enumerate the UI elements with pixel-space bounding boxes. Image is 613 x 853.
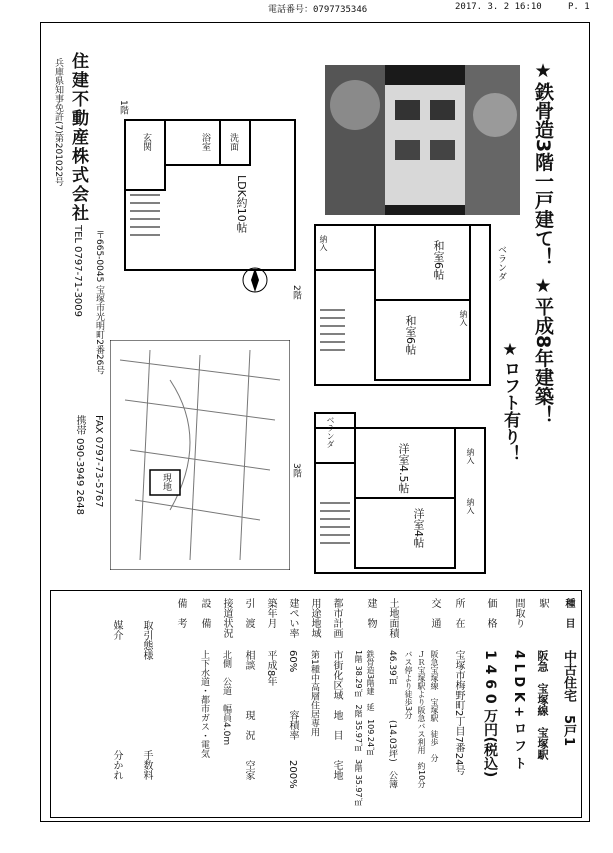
company-mobile: 携帯 090-3949 2648 bbox=[74, 415, 85, 515]
room-2f-closet-1: 納入 bbox=[459, 310, 468, 326]
map-site-label: 現地 bbox=[161, 473, 171, 491]
fax-header bbox=[0, 2, 613, 16]
station-label: 駅 bbox=[537, 598, 548, 608]
traffic-line-1: 阪急宝塚線 宝塚駅 徒歩 分 bbox=[430, 650, 439, 762]
land-area: 46.39㎡ bbox=[387, 650, 397, 685]
property-details-table bbox=[50, 590, 582, 818]
traffic-line-2: ＪＲ宝塚駅より阪急バス利用 約10分 bbox=[417, 650, 426, 789]
layout-value: 4 L D K + ロ フ ト bbox=[511, 650, 526, 770]
building-photo-image bbox=[325, 65, 520, 215]
built-value: 平成8年 bbox=[265, 650, 276, 687]
room-bath: 浴室 bbox=[200, 133, 210, 151]
traffic-line-3: バス停より徒歩3分 bbox=[404, 650, 413, 720]
mediation-label: 取引態様 bbox=[141, 620, 152, 660]
price-label: 価 格 bbox=[485, 598, 496, 628]
company-name: 住建不動産株式会社 bbox=[68, 52, 88, 223]
commission-value: 分かれ bbox=[111, 750, 122, 780]
mediation-value: 媒介 bbox=[111, 620, 122, 640]
floor-plan-2f-drawing bbox=[310, 220, 510, 390]
traffic-label: 交 通 bbox=[429, 598, 440, 628]
area-map bbox=[110, 340, 290, 570]
fax-datetime: 2017. 3. 2 16:10 bbox=[455, 2, 542, 12]
layout-label: 間取り bbox=[513, 598, 524, 628]
station-value: 阪急 宝塚線 宝塚駅 bbox=[536, 650, 549, 760]
room-washroom: 洗面 bbox=[228, 133, 238, 151]
room-entrance: 玄関 bbox=[141, 133, 151, 151]
landcat-label: 地 目 bbox=[331, 710, 342, 740]
built-label: 築年月 bbox=[265, 598, 276, 628]
delivery-label: 引 渡 bbox=[243, 598, 254, 628]
zoning-label: 都市計画 bbox=[331, 598, 342, 638]
delivery-value: 相談 bbox=[243, 650, 254, 670]
room-3f-western-1: 洋室4.5帖 bbox=[397, 443, 410, 494]
floor-3f-label: 3階 bbox=[291, 463, 301, 478]
use-value: 第1種中高層住居専用 bbox=[309, 650, 319, 737]
headline-3: ★ロフト有り！ bbox=[500, 340, 520, 462]
room-2f-veranda: ベランダ bbox=[496, 245, 506, 281]
current-label: 現 況 bbox=[243, 710, 254, 740]
headline-2: ★平成8年建築！ bbox=[532, 275, 554, 425]
room-3f-closet-2: 納入 bbox=[466, 498, 475, 514]
far-value: 200% bbox=[287, 760, 298, 789]
fax-phone: 電話番号：0797735346 bbox=[268, 5, 368, 15]
area-map-drawing bbox=[110, 340, 290, 570]
floor-plan-3f bbox=[291, 408, 495, 578]
land-area-tsubo: (14.03坪) 公簿 bbox=[387, 720, 397, 789]
floor-1f-label: 1階 bbox=[118, 100, 128, 115]
price-value: 1 4 6 0 万円(税込) bbox=[482, 650, 498, 778]
type-value: 中古住宅 5戸1 bbox=[561, 650, 576, 747]
room-2f-japanese-2: 和室6帖 bbox=[404, 315, 417, 355]
address-value: 宝塚市梅野町2丁目7番24号 bbox=[453, 650, 464, 776]
building-structure: 鉄骨造3階建 延 109.24㎡ bbox=[366, 650, 375, 756]
room-2f-japanese-1: 和室6帖 bbox=[432, 240, 445, 280]
bcr-label: 建ぺい率 bbox=[287, 598, 298, 638]
floor-plan-1f bbox=[115, 95, 315, 275]
room-3f-western-2: 洋室4帖 bbox=[412, 508, 425, 548]
zoning-value: 市街化区域 bbox=[331, 650, 342, 700]
facilities-value: 上下水道・都市ガス・電気 bbox=[199, 650, 209, 758]
landcat-value: 宅地 bbox=[331, 760, 342, 780]
company-tel: TEL 0797-71-3009 bbox=[72, 225, 83, 318]
facilities-label: 設 備 bbox=[199, 598, 210, 628]
use-label: 用途地域 bbox=[309, 598, 320, 638]
room-3f-closet-1: 納入 bbox=[466, 448, 475, 464]
compass-icon bbox=[240, 265, 270, 295]
floor-plan-2f bbox=[291, 220, 510, 390]
far-label: 容積率 bbox=[287, 710, 298, 740]
road-label: 接道状況 bbox=[221, 598, 232, 638]
company-license: 兵庫県知事免許(7)第201022号 bbox=[53, 58, 63, 187]
building-floors: 1階 38.29㎡ 2階 35.97㎡ 3階 35.97㎡ bbox=[354, 650, 363, 806]
type-label: 種 目 bbox=[563, 598, 574, 628]
building-label: 建 物 bbox=[365, 598, 376, 628]
company-address: 〒665-0045 宝塚市光明町2番26号 bbox=[94, 230, 104, 375]
fax-page: P. 1 bbox=[568, 2, 590, 12]
room-3f-veranda: ベランダ bbox=[326, 416, 335, 448]
floor-2f-label: 2階 bbox=[291, 285, 301, 300]
floor-plan-1f-drawing bbox=[115, 95, 315, 275]
company-fax: FAX 0797-73-5767 bbox=[93, 415, 104, 508]
room-ldk: LDK約10帖 bbox=[235, 175, 248, 233]
commission-label: 手数料 bbox=[141, 750, 152, 780]
remarks-label: 備 考 bbox=[175, 598, 186, 628]
land-label: 土地面積 bbox=[387, 598, 398, 638]
road-value: 北側 公道 幅員4.0m bbox=[221, 650, 231, 746]
headline-1: ★鉄骨造3階一戸建て！ bbox=[532, 60, 554, 267]
address-label: 所 在 bbox=[453, 598, 464, 628]
room-2f-closet-2: 納入 bbox=[319, 235, 328, 251]
current-value: 空家 bbox=[243, 760, 254, 780]
building-photo bbox=[325, 65, 520, 215]
bcr-value: 60% bbox=[287, 650, 298, 673]
